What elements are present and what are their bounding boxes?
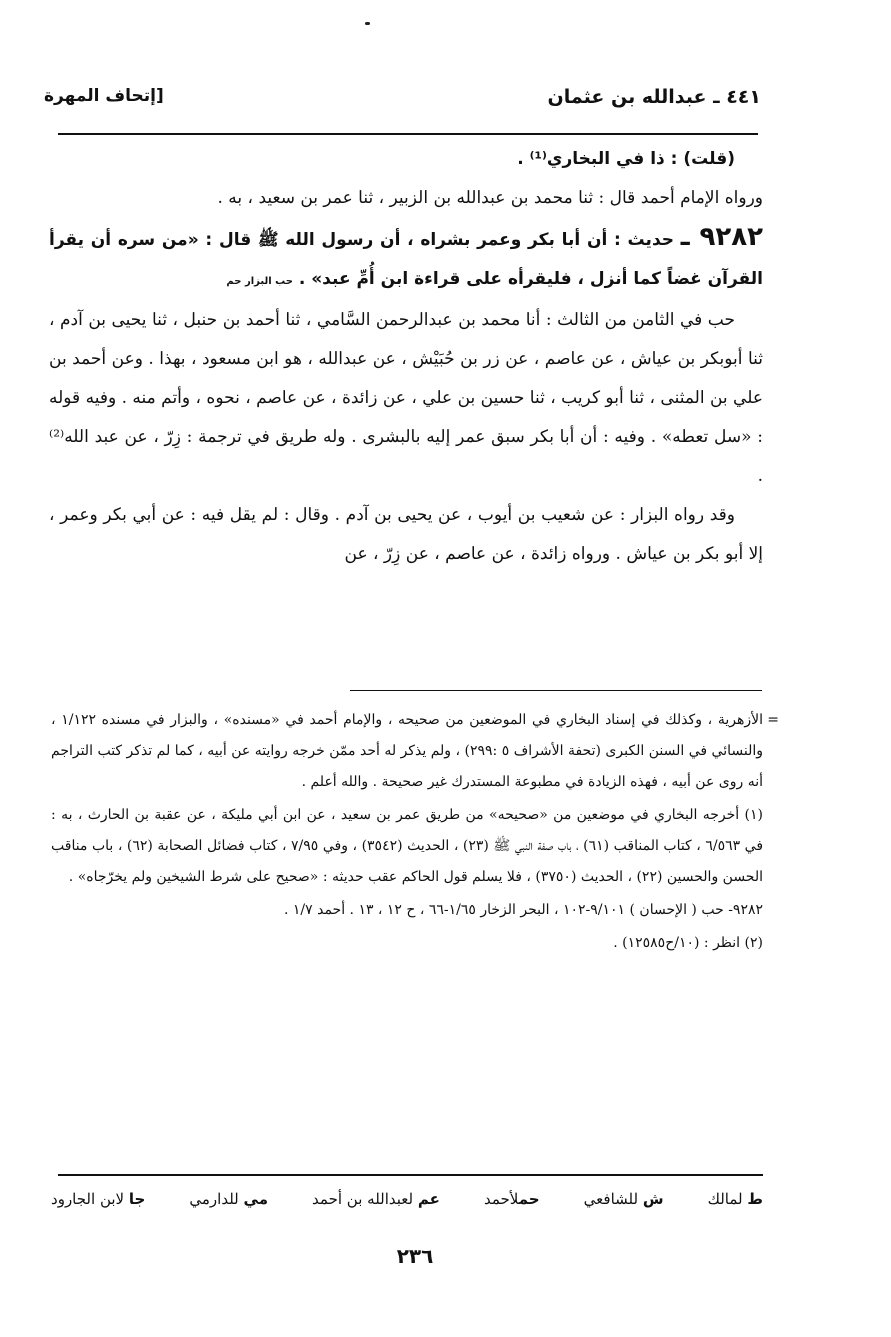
continuation-mark: = xyxy=(767,712,779,728)
book-title: [إتحاف المهرة xyxy=(44,86,164,106)
section-title: ٤٤١ ـ عبدالله بن عثمان xyxy=(547,86,761,108)
footnote-rule xyxy=(350,690,762,691)
running-header xyxy=(44,86,761,116)
abbrev-item: عم لعبدالله بن أحمد xyxy=(312,1190,440,1208)
abbrev-item: ش للشافعي xyxy=(583,1190,664,1208)
footnote-takhrij: ٩٢٨٢- حب ( الإحسان ) ٩/١٠١-١٠٢ ، البحر الزخار ١/٦٥-٦٦ ، ح ١٢ ، ١٣ . أحمد ١/٧ . xyxy=(283,902,763,918)
footnote-2: (٢) انظر : (١٠/ح١٢٥٨٥) . xyxy=(613,935,763,951)
ink-dot xyxy=(365,22,370,25)
main-text xyxy=(49,140,763,574)
hadith-source-marks: حب البزار حم xyxy=(226,276,293,287)
header-rule xyxy=(58,133,758,135)
page-number: ٢٣٦ xyxy=(396,1244,434,1268)
paragraph-bazzar: وقد رواه البزار : عن شعيب بن أيوب ، عن يحيى بن آدم . وقال : لم يقل فيه : عن أبي بكر وعمر ، إلا أبو بكر بن عياش . ورواه زائدة ، عن عاصم ، عن زِرّ ، عن xyxy=(49,505,763,564)
abbrev-item: حملأحمد xyxy=(483,1190,540,1208)
footnote-continued: الأزهرية ، وكذلك في إسناد البخاري في الموضعين من صحيحه ، والإمام أحمد في «مسنده» ، والبزار في مسنده ١/١٢٢ ، والنسائي في السنن الكبرى (تحفة الأشراف ٥ :٢٩٩) ، ولم يذكر له أحد ممّن خرجه روايته عن أبيه ، كما لم تذكر كتب التراجم أنه روى عن أبيه ، فهذه الزيادة في مطبوعة المستدرك غير صحيحة . والله أعلم . xyxy=(51,712,764,790)
abbreviation-rule xyxy=(58,1174,763,1176)
abbrev-item: ط لمالك xyxy=(707,1190,763,1208)
hadith-entry xyxy=(49,218,763,301)
abbrev-item: جا لابن الجارود xyxy=(51,1190,146,1208)
abbrev-item: مي للدارمي xyxy=(189,1190,268,1208)
hadith-text: حديث : أن أبا بكر وعمر بشراه ، أن رسول الله ﷺ قال : «من سره أن يقرأ القرآن غضاً كما أنزل ، فليقرأه على قراءة ابن أُمِّ عبد» . xyxy=(49,230,763,289)
hadith-number: ٩٢٨٢ ـ xyxy=(680,222,763,252)
paragraph-qult: (قلت) : ذا في البخاري⁽¹⁾ . xyxy=(517,149,735,169)
footnote-1: (١) أخرجه البخاري في موضعين من «صحيحه» من طريق عمر بن سعيد ، عن ابن أبي مليكة ، عن عقبة بن الحارث ، به : في ٦/٥٦٣ ، كتاب المناقب (٦١) ، باب صفة النبي ﷺ (٢٣) ، الحديث (٣٥٤٢) ، وفي ٧/٩٥ ، كتاب فضائل الصحابة (٦٢) ، باب مناقب الحسن والحسين (٢٢) ، الحديث (٣٧٥٠) ، فلا يسلم قول الحاكم عقب حديثه : «صحيح على شرط الشيخين ولم يخرّجاه» . xyxy=(51,807,764,885)
abbreviation-key xyxy=(51,1190,763,1208)
paragraph-ahmad: ورواه الإمام أحمد قال : ثنا محمد بن عبدالله بن الزبير ، ثنا عمر بن سعيد ، به . xyxy=(217,188,763,208)
paragraph-hibban: حب في الثامن من الثالث : أنا محمد بن عبدالرحمن السَّامي ، ثنا أحمد بن حنبل ، ثنا يحيى بن آدم ، ثنا أبوبكر بن عياش ، عن عاصم ، عن زر بن حُبَيْش ، عن عبدالله ، هو ابن مسعود ، بهذا . وعن أحمد بن علي بن المثنى ، ثنا أبو كريب ، ثنا حسين بن علي ، عن زائدة ، عن عاصم ، نحوه ، وأتم منه . وفيه قوله : «سل تعطه» . وفيه : أن أبا بكر سبق عمر إليه بالبشرى . وله طريق في ترجمة : زِرّ ، عن عبد الله⁽²⁾ . xyxy=(48,310,763,486)
footnotes xyxy=(51,705,763,961)
